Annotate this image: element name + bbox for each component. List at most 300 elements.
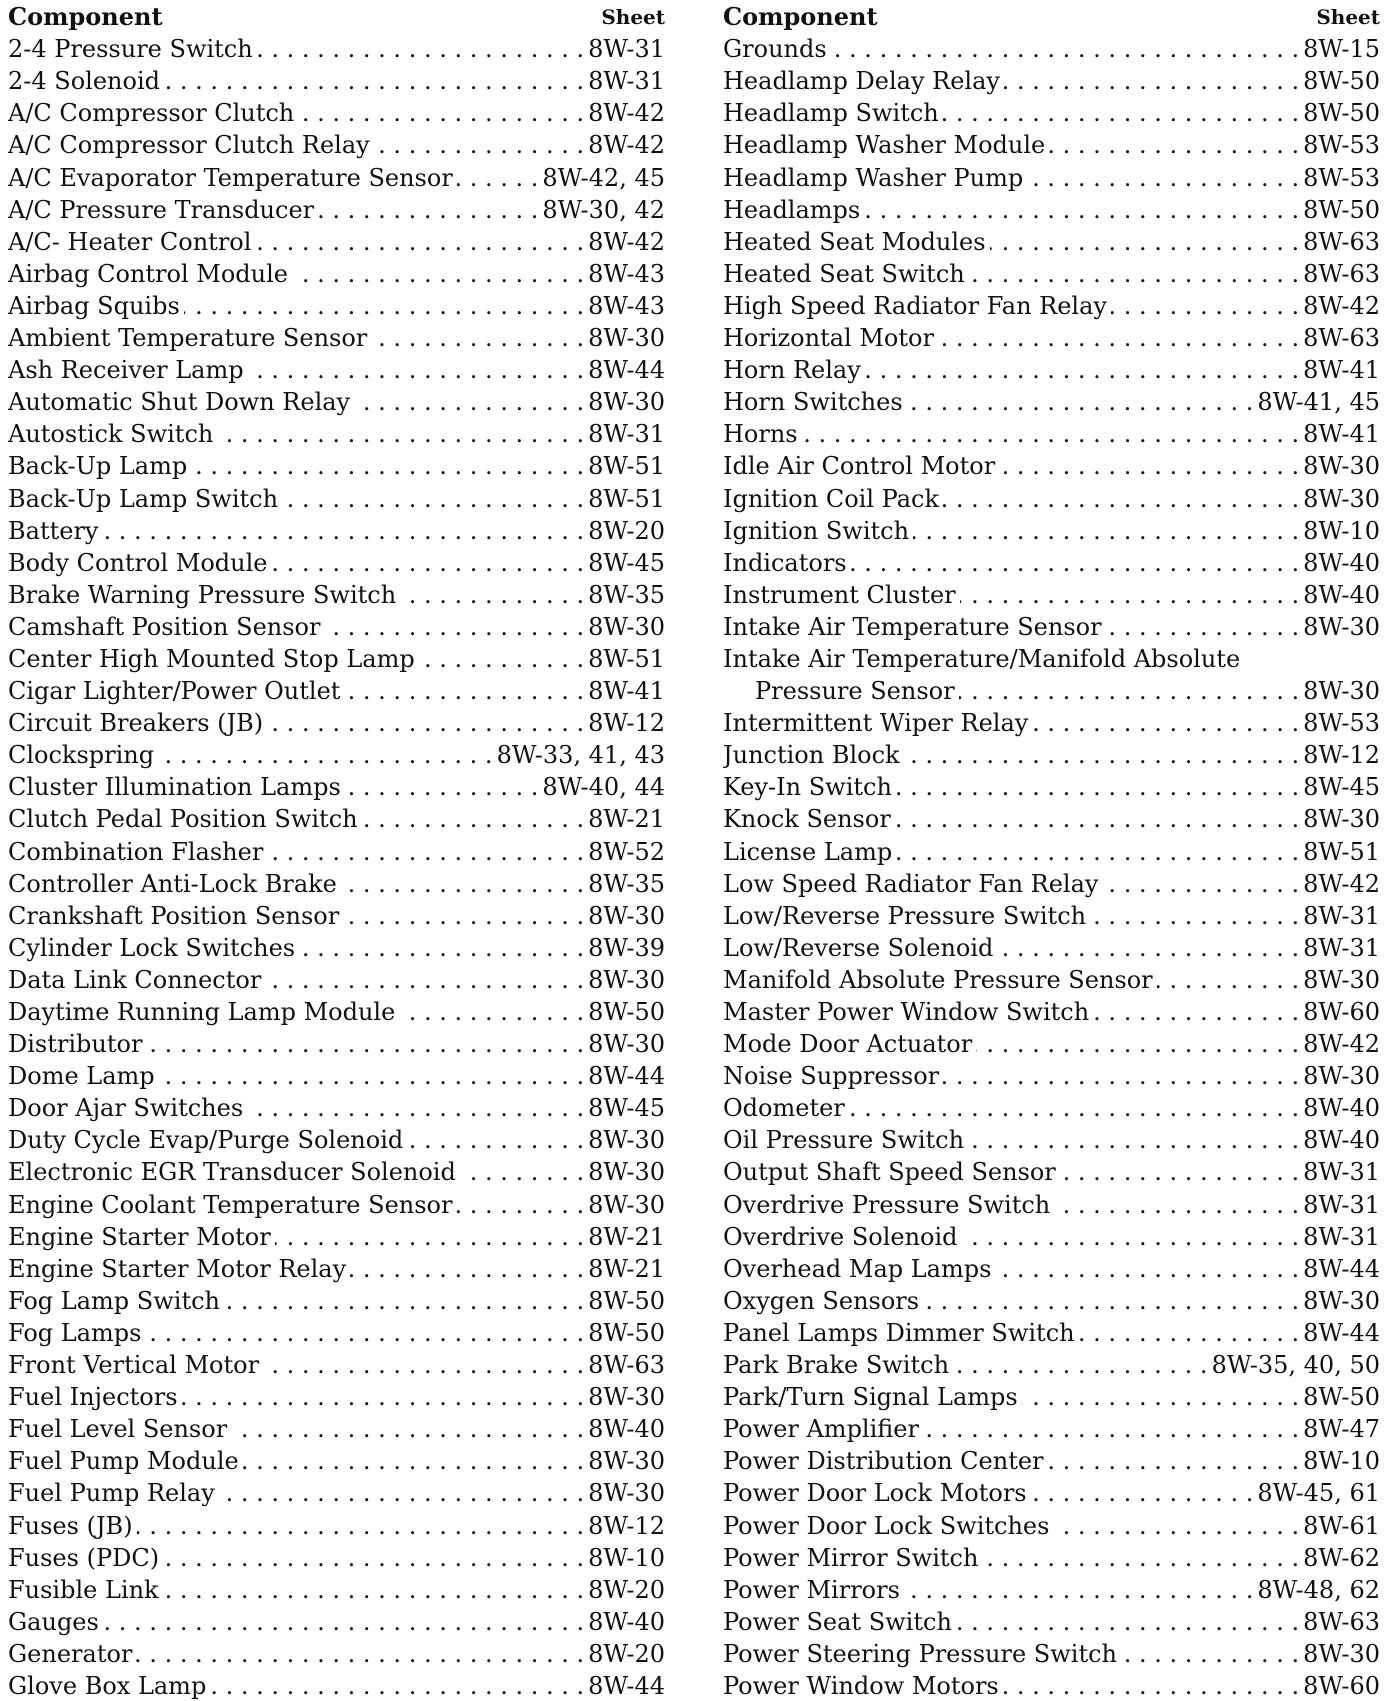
sheet-number: 8W-30 xyxy=(588,324,665,353)
index-entry xyxy=(723,1187,1380,1219)
sheet-number: 8W-40 xyxy=(1303,1126,1380,1155)
dot-leader xyxy=(831,34,1299,64)
index-entry xyxy=(8,1252,665,1284)
index-entry xyxy=(8,1541,665,1573)
sheet-number: 8W-12 xyxy=(588,709,665,738)
index-entry xyxy=(723,1284,1380,1316)
index-entry xyxy=(8,514,665,546)
sheet-number: 8W-31 xyxy=(588,67,665,96)
component-name: Engine Starter Motor Relay xyxy=(8,1254,347,1283)
dot-leader xyxy=(163,1543,584,1573)
component-name: Headlamps xyxy=(723,195,861,224)
component-name: Overhead Map Lamps xyxy=(723,1254,992,1283)
component-name: High Speed Radiator Fan Relay xyxy=(723,291,1107,320)
component-name: A/C Compressor Clutch xyxy=(8,99,295,128)
sheet-number: 8W-35 xyxy=(588,869,665,898)
sheet-number: 8W-50 xyxy=(588,1318,665,1347)
component-name: Headlamp Delay Relay xyxy=(723,67,1000,96)
dot-leader xyxy=(960,580,1300,610)
index-entry xyxy=(723,1444,1380,1476)
component-name: Headlamp Washer Pump xyxy=(723,163,1024,192)
index-entry xyxy=(723,546,1380,578)
dot-leader xyxy=(1157,965,1300,995)
dot-leader xyxy=(267,708,584,738)
sheet-number: 8W-62 xyxy=(1303,1543,1380,1572)
sheet-number: 8W-52 xyxy=(588,837,665,866)
sheet-number: 8W-30 xyxy=(1303,1062,1380,1091)
index-entry xyxy=(723,417,1380,449)
component-name: Grounds xyxy=(723,35,827,64)
component-name: Center High Mounted Stop Lamp xyxy=(8,644,415,673)
dot-leader xyxy=(292,259,584,289)
dot-leader xyxy=(137,1511,585,1541)
sheet-number: 8W-20 xyxy=(588,1639,665,1668)
dot-leader xyxy=(1090,901,1299,931)
sheet-number: 8W-42, 45 xyxy=(542,163,665,192)
dot-leader xyxy=(265,965,584,995)
component-name: Generator xyxy=(8,1639,133,1668)
dot-leader xyxy=(923,1286,1299,1316)
index-entry xyxy=(723,481,1380,513)
index-entry xyxy=(723,1508,1380,1540)
component-name: Power Mirrors xyxy=(723,1575,900,1604)
index-entry xyxy=(8,128,665,160)
component-name: Power Door Lock Motors xyxy=(723,1479,1027,1508)
sheet-number: 8W-53 xyxy=(1303,163,1380,192)
component-name: Horizontal Motor xyxy=(723,324,934,353)
component-name: Power Amplifier xyxy=(723,1415,919,1444)
index-entry xyxy=(723,995,1380,1027)
dot-leader xyxy=(136,1639,584,1669)
dot-leader xyxy=(943,98,1299,128)
index-entry xyxy=(723,385,1380,417)
component-name: Power Door Lock Switches xyxy=(723,1511,1050,1540)
sheet-number: 8W-42 xyxy=(588,227,665,256)
index-entry xyxy=(723,321,1380,353)
component-name: Panel Lamps Dimmer Switch xyxy=(723,1318,1075,1347)
dot-leader xyxy=(896,837,1299,867)
component-name: Body Control Module xyxy=(8,548,268,577)
index-entry xyxy=(723,128,1380,160)
dot-leader xyxy=(146,1029,584,1059)
sheet-number: 8W-10 xyxy=(588,1543,665,1572)
component-name: Fuses (JB) xyxy=(8,1511,133,1540)
left-column-header xyxy=(8,0,665,32)
dot-leader xyxy=(1027,163,1299,193)
sheet-number: 8W-50 xyxy=(588,1286,665,1315)
sheet-number: 8W-20 xyxy=(588,1575,665,1604)
dot-leader xyxy=(982,1543,1299,1573)
index-entry xyxy=(723,674,1380,706)
component-name: Combination Flasher xyxy=(8,837,264,866)
dot-leader xyxy=(191,451,584,481)
component-name: Data Link Connector xyxy=(8,965,262,994)
sheet-number: 8W-30 xyxy=(588,965,665,994)
dot-leader xyxy=(354,387,584,417)
sheet-number: 8W-63 xyxy=(588,1351,665,1380)
dot-leader xyxy=(997,933,1299,963)
sheet-number: 8W-40, 44 xyxy=(542,773,665,802)
sheet-number: 8W-31 xyxy=(1303,901,1380,930)
dot-leader xyxy=(969,259,1299,289)
index-entry xyxy=(723,225,1380,257)
dot-leader xyxy=(999,451,1299,481)
index-entry xyxy=(8,867,665,899)
index-entry xyxy=(723,578,1380,610)
dot-leader xyxy=(968,1125,1299,1155)
component-name: Distributor xyxy=(8,1030,143,1059)
right-column xyxy=(723,0,1380,1701)
sheet-number: 8W-44 xyxy=(588,1671,665,1700)
component-name: Pressure Sensor xyxy=(755,677,955,706)
dot-leader xyxy=(1004,66,1299,96)
component-name: Power Mirror Switch xyxy=(723,1543,979,1572)
sheet-number: 8W-40 xyxy=(1303,548,1380,577)
index-entry xyxy=(723,1669,1380,1701)
sheet-number: 8W-30 xyxy=(1303,612,1380,641)
index-entry xyxy=(8,64,665,96)
dot-leader xyxy=(419,644,584,674)
component-name: Back-Up Lamp Switch xyxy=(8,484,279,513)
component-name: Cigar Lighter/Power Outlet xyxy=(8,677,341,706)
component-name: Horns xyxy=(723,420,798,449)
sheet-header: Sheet xyxy=(1316,5,1380,30)
component-name: A/C Evaporator Temperature Sensor xyxy=(8,163,453,192)
sheet-number: 8W-39 xyxy=(588,933,665,962)
component-name: Fuel Injectors xyxy=(8,1383,178,1412)
dot-leader xyxy=(976,1029,1299,1059)
dot-leader xyxy=(1093,997,1299,1027)
dot-leader xyxy=(182,1382,585,1412)
dot-leader xyxy=(1111,291,1299,321)
index-entry xyxy=(723,160,1380,192)
dot-leader xyxy=(959,676,1300,706)
index-entry xyxy=(8,1059,665,1091)
sheet-number: 8W-53 xyxy=(1303,131,1380,160)
index-entry xyxy=(723,193,1380,225)
component-name: Fuel Pump Module xyxy=(8,1447,239,1476)
sheet-number: 8W-30 xyxy=(588,1158,665,1187)
index-entry xyxy=(8,353,665,385)
component-name: Output Shaft Speed Sensor xyxy=(723,1158,1056,1187)
index-entry xyxy=(723,1476,1380,1508)
sheet-number: 8W-45 xyxy=(588,548,665,577)
component-name: Crankshaft Position Sensor xyxy=(8,901,340,930)
sheet-number: 8W-50 xyxy=(1303,67,1380,96)
component-name: Low Speed Radiator Fan Relay xyxy=(723,869,1099,898)
dot-leader xyxy=(865,355,1299,385)
component-name: Overdrive Solenoid xyxy=(723,1222,958,1251)
component-name: Power Distribution Center xyxy=(723,1447,1044,1476)
sheet-number: 8W-30 xyxy=(1303,677,1380,706)
dot-leader xyxy=(272,548,585,578)
index-entry xyxy=(8,160,665,192)
index-entry xyxy=(8,546,665,578)
right-column-header xyxy=(723,0,1380,32)
component-name: A/C- Heater Control xyxy=(8,227,252,256)
dot-leader xyxy=(457,163,539,193)
dot-leader xyxy=(210,1671,584,1701)
sheet-number: 8W-30 xyxy=(588,1479,665,1508)
dot-leader xyxy=(1031,1478,1254,1508)
index-entry xyxy=(8,706,665,738)
component-name: Fog Lamps xyxy=(8,1318,142,1347)
sheet-number: 8W-60 xyxy=(1303,1671,1380,1700)
component-name: Engine Coolant Temperature Sensor xyxy=(8,1190,453,1219)
sheet-number: 8W-41 xyxy=(1303,356,1380,385)
dot-leader xyxy=(102,516,584,546)
component-name: Instrument Cluster xyxy=(723,580,956,609)
index-entry xyxy=(723,1123,1380,1155)
sheet-number: 8W-63 xyxy=(1303,1607,1380,1636)
index-entry xyxy=(723,738,1380,770)
index-entry xyxy=(8,481,665,513)
dot-leader xyxy=(374,130,584,160)
component-name: Front Vertical Motor xyxy=(8,1351,260,1380)
component-header: Component xyxy=(723,2,878,32)
component-name: Indicators xyxy=(723,548,847,577)
component-name: Fuel Level Sensor xyxy=(8,1415,228,1444)
component-name: Heated Seat Switch xyxy=(723,259,965,288)
component-name: Airbag Squibs xyxy=(8,291,180,320)
index-entry xyxy=(8,1605,665,1637)
sheet-number: 8W-20 xyxy=(588,516,665,545)
index-entry xyxy=(8,225,665,257)
index-entry xyxy=(8,1091,665,1123)
sheet-number: 8W-41 xyxy=(588,677,665,706)
sheet-number: 8W-30 xyxy=(588,901,665,930)
component-name: Headlamp Washer Module xyxy=(723,131,1046,160)
dot-leader xyxy=(849,1093,1299,1123)
component-name: Circuit Breakers (JB) xyxy=(8,709,264,738)
sheet-number: 8W-63 xyxy=(1303,324,1380,353)
index-entry xyxy=(723,1541,1380,1573)
dot-leader xyxy=(1054,1190,1299,1220)
component-name: Controller Anti-Lock Brake xyxy=(8,869,337,898)
dot-leader xyxy=(267,837,584,867)
index-entry xyxy=(8,1573,665,1605)
dot-leader xyxy=(895,804,1299,834)
index-entry xyxy=(8,1476,665,1508)
component-name: Back-Up Lamp xyxy=(8,452,188,481)
sheet-number: 8W-30 xyxy=(588,1126,665,1155)
index-entry xyxy=(723,514,1380,546)
sheet-number: 8W-44 xyxy=(588,1062,665,1091)
component-name: Horn Switches xyxy=(723,388,903,417)
sheet-number: 8W-40 xyxy=(588,1415,665,1444)
sheet-number: 8W-31 xyxy=(588,420,665,449)
sheet-number: 8W-35, 40, 50 xyxy=(1211,1351,1380,1380)
index-entry xyxy=(723,834,1380,866)
sheet-header: Sheet xyxy=(601,5,665,30)
dot-leader xyxy=(1022,1382,1299,1412)
component-name: Intake Air Temperature/Manifold Absolute xyxy=(723,644,1241,673)
sheet-number: 8W-31 xyxy=(1303,933,1380,962)
component-name: Engine Starter Motor xyxy=(8,1222,271,1251)
index-entry xyxy=(8,1380,665,1412)
component-name: Clutch Pedal Position Switch xyxy=(8,805,358,834)
dot-leader xyxy=(184,291,584,321)
dot-leader xyxy=(1060,1157,1299,1187)
dot-leader xyxy=(103,1607,584,1637)
dot-leader xyxy=(923,1414,1299,1444)
index-entry xyxy=(8,1444,665,1476)
sheet-number: 8W-30 xyxy=(1303,805,1380,834)
index-entry xyxy=(8,1412,665,1444)
dot-leader xyxy=(219,1478,584,1508)
component-name: A/C Pressure Transducer xyxy=(8,195,315,224)
index-entry xyxy=(723,96,1380,128)
dot-leader xyxy=(362,804,585,834)
sheet-number: 8W-53 xyxy=(1303,709,1380,738)
component-name: Park/Turn Signal Lamps xyxy=(723,1383,1018,1412)
component-name: Brake Warning Pressure Switch xyxy=(8,580,397,609)
sheet-number: 8W-42 xyxy=(1303,1030,1380,1059)
sheet-number: 8W-30 xyxy=(588,1383,665,1412)
dot-leader xyxy=(953,1350,1208,1380)
component-name: Power Window Motors xyxy=(723,1671,999,1700)
sheet-number: 8W-10 xyxy=(1303,516,1380,545)
sheet-number: 8W-30 xyxy=(1303,452,1380,481)
sheet-number: 8W-47 xyxy=(1303,1415,1380,1444)
sheet-number: 8W-43 xyxy=(588,291,665,320)
index-entry xyxy=(8,1155,665,1187)
sheet-number: 8W-31 xyxy=(588,35,665,64)
index-entry xyxy=(8,610,665,642)
dot-leader xyxy=(247,1093,584,1123)
component-name: Overdrive Pressure Switch xyxy=(723,1190,1051,1219)
index-entry xyxy=(723,1059,1380,1091)
component-name: Low/Reverse Solenoid xyxy=(723,933,994,962)
sheet-number: 8W-12 xyxy=(1303,741,1380,770)
dot-leader xyxy=(255,227,584,257)
index-entry xyxy=(723,1155,1380,1187)
dot-leader xyxy=(1079,1318,1300,1348)
index-entry xyxy=(8,1669,665,1701)
sheet-number: 8W-30 xyxy=(588,1190,665,1219)
dot-leader xyxy=(159,1061,585,1091)
sheet-number: 8W-50 xyxy=(588,998,665,1026)
sheet-number: 8W-63 xyxy=(1303,259,1380,288)
sheet-number: 8W-30 xyxy=(588,388,665,417)
sheet-number: 8W-30 xyxy=(588,1030,665,1059)
index-entry xyxy=(723,257,1380,289)
dot-leader xyxy=(158,740,492,770)
index-entry xyxy=(8,899,665,931)
component-name: Manifold Absolute Pressure Sensor xyxy=(723,965,1153,994)
index-entry xyxy=(8,674,665,706)
sheet-number: 8W-33, 41, 43 xyxy=(496,741,665,770)
component-name: Fuses (PDC) xyxy=(8,1543,160,1572)
dot-leader xyxy=(341,869,584,899)
index-entry xyxy=(8,417,665,449)
component-name: Daytime Running Lamp Module xyxy=(8,998,396,1026)
sheet-number: 8W-30, 42 xyxy=(542,195,665,224)
index-entry xyxy=(8,1508,665,1540)
index-entry xyxy=(723,32,1380,64)
index-entry xyxy=(723,770,1380,802)
dot-leader xyxy=(864,195,1299,225)
index-entry xyxy=(8,1027,665,1059)
dot-leader xyxy=(907,387,1254,417)
index-entry xyxy=(723,1637,1380,1669)
left-column xyxy=(8,0,665,1701)
index-entry xyxy=(8,963,665,995)
index-entry xyxy=(8,32,665,64)
dot-leader xyxy=(904,1575,1253,1605)
component-name: Horn Relay xyxy=(723,356,861,385)
component-name: Power Steering Pressure Switch xyxy=(723,1639,1117,1668)
index-entry xyxy=(8,802,665,834)
dot-leader xyxy=(938,323,1299,353)
dot-leader xyxy=(1049,130,1299,160)
dot-leader xyxy=(399,997,584,1027)
sheet-number: 8W-40 xyxy=(1303,580,1380,609)
dot-leader xyxy=(460,1157,584,1187)
component-name: Fusible Link xyxy=(8,1575,159,1604)
component-name: Clockspring xyxy=(8,741,155,770)
index-entry xyxy=(8,385,665,417)
component-name: Ignition Switch xyxy=(723,516,910,545)
dot-leader xyxy=(145,1318,584,1348)
index-entry xyxy=(8,738,665,770)
dot-leader xyxy=(164,66,584,96)
component-name: Cluster Illumination Lamps xyxy=(8,773,341,802)
sheet-number: 8W-50 xyxy=(1303,99,1380,128)
component-name: 2-4 Pressure Switch xyxy=(8,35,253,64)
index-entry xyxy=(8,1348,665,1380)
dot-leader xyxy=(407,1125,584,1155)
index-entry xyxy=(723,706,1380,738)
component-name: Heated Seat Modules xyxy=(723,227,986,256)
component-name: Mode Door Actuator xyxy=(723,1030,973,1059)
component-name: Knock Sensor xyxy=(723,805,891,834)
dot-leader xyxy=(1121,1639,1299,1669)
index-entry xyxy=(723,931,1380,963)
sheet-number: 8W-40 xyxy=(1303,1094,1380,1123)
index-entry xyxy=(8,578,665,610)
dot-leader xyxy=(1106,612,1300,642)
component-name: Automatic Shut Down Relay xyxy=(8,388,351,417)
sheet-number: 8W-30 xyxy=(1303,1639,1380,1668)
dot-leader xyxy=(243,1446,584,1476)
component-name: A/C Compressor Clutch Relay xyxy=(8,131,370,160)
dot-leader xyxy=(282,484,584,514)
dot-leader xyxy=(343,901,584,931)
index-entry xyxy=(8,1284,665,1316)
sheet-number: 8W-31 xyxy=(1303,1190,1380,1219)
index-entry xyxy=(8,193,665,225)
sheet-number: 8W-43 xyxy=(588,259,665,288)
index-entry xyxy=(8,642,665,674)
index-entry xyxy=(723,1027,1380,1059)
dot-leader xyxy=(257,34,584,64)
dot-leader xyxy=(400,580,584,610)
component-name: Dome Lamp xyxy=(8,1062,155,1091)
index-entry xyxy=(8,257,665,289)
component-name: Ash Receiver Lamp xyxy=(8,356,244,385)
sheet-number: 8W-21 xyxy=(588,1254,665,1283)
index-entry xyxy=(8,321,665,353)
component-name: Key-In Switch xyxy=(723,773,892,802)
sheet-number: 8W-42 xyxy=(1303,869,1380,898)
index-entry xyxy=(8,1637,665,1669)
component-header: Component xyxy=(8,2,163,32)
sheet-number: 8W-41, 45 xyxy=(1257,388,1380,417)
component-name: Fuel Pump Relay xyxy=(8,1479,215,1508)
sheet-number: 8W-44 xyxy=(1303,1318,1380,1347)
index-entry xyxy=(723,1220,1380,1252)
